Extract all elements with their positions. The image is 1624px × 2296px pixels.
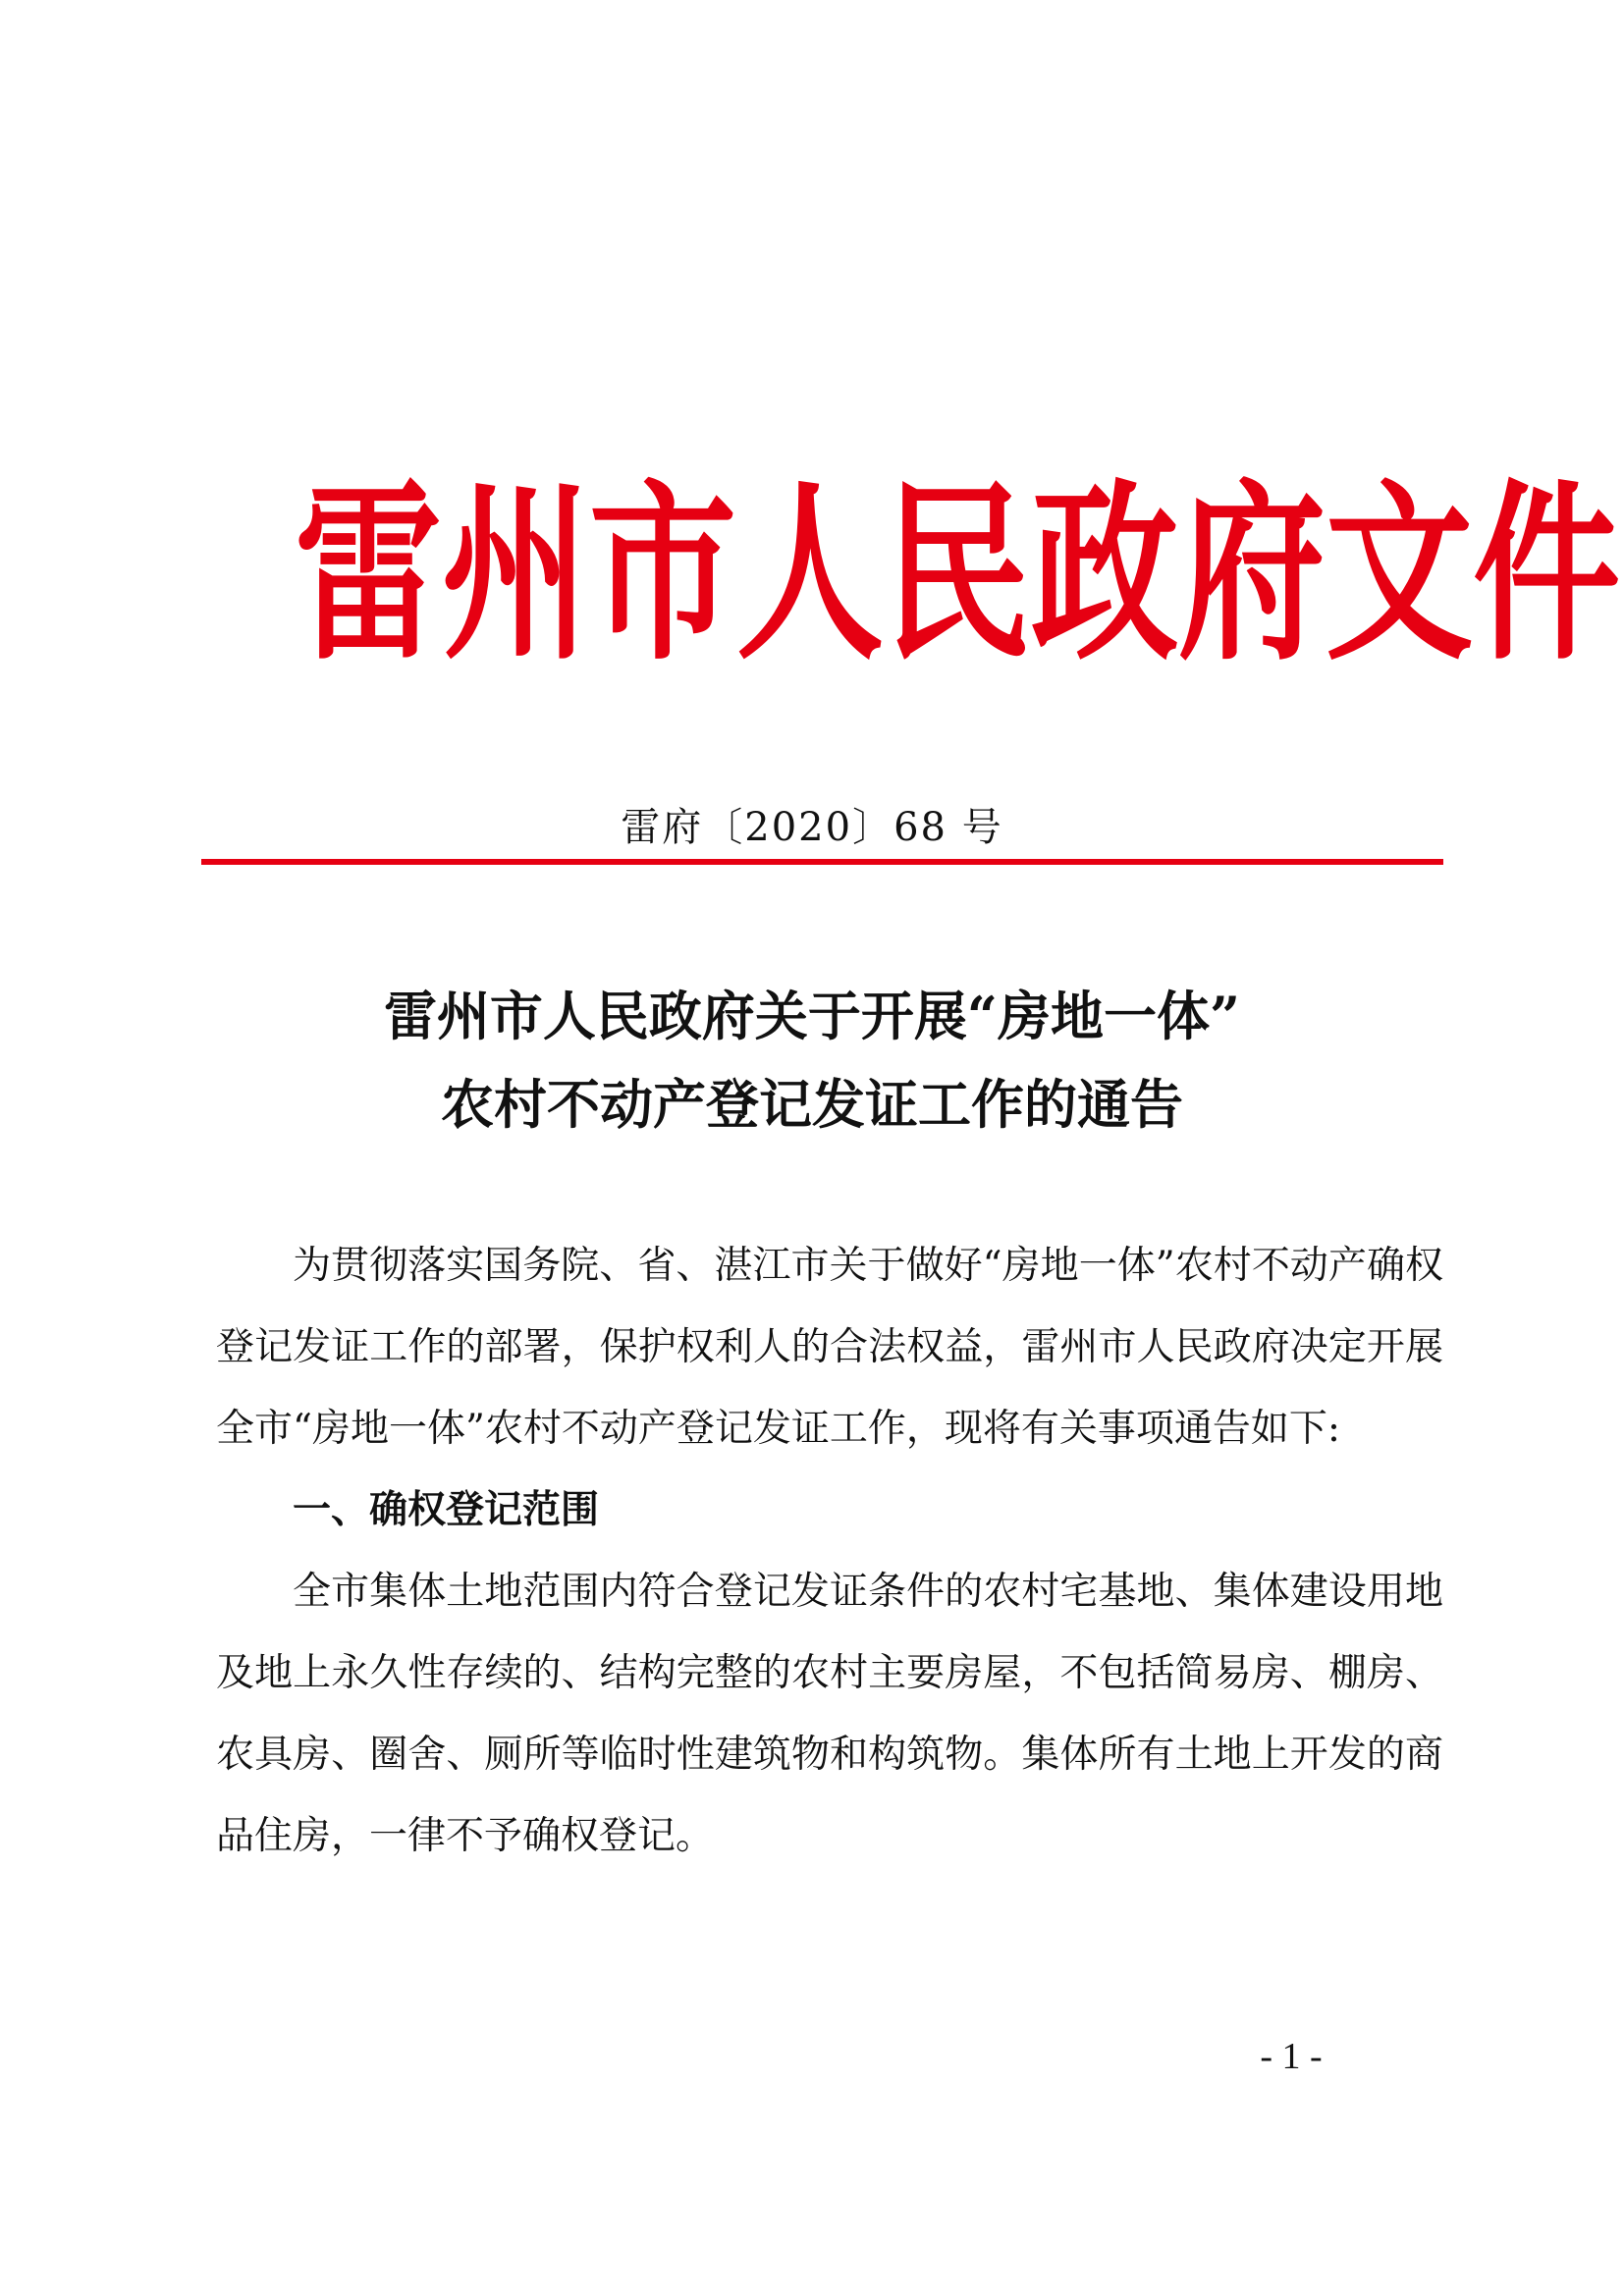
masthead-char: 民 xyxy=(884,461,1032,687)
masthead xyxy=(295,461,1621,687)
red-divider-rule xyxy=(201,859,1443,865)
title-line-2: 农村不动产登记发证工作的通告 xyxy=(441,1073,1183,1136)
document-title xyxy=(0,972,1624,1148)
masthead-char: 府 xyxy=(1178,461,1326,687)
section-heading: 一、确权登记范围 xyxy=(293,1488,600,1532)
section-paragraph: 全市集体土地范围内符合登记发证条件的农村宅基地、集体建设用地及地上永久性存续的、结构完整的农村主要房屋，不包括简易房、棚房、农具房、圈舍、厕所等临时性建筑物和构筑物。集体所有土地上开发的商品住房，一律不予确权登记。 xyxy=(216,1570,1443,1858)
masthead-char: 政 xyxy=(1031,461,1179,687)
masthead-char: 市 xyxy=(589,461,737,687)
title-line-1: 雷州市人民政府关于开展“房地一体” xyxy=(383,985,1241,1047)
masthead-char: 州 xyxy=(442,461,590,687)
document-body xyxy=(216,1225,1443,1877)
masthead-char: 雷 xyxy=(295,461,443,687)
page-number: - 1 - xyxy=(1260,2036,1323,2077)
masthead-char: 件 xyxy=(1473,461,1621,687)
intro-paragraph: 为贯彻落实国务院、省、湛江市关于做好“房地一体”农村不动产确权登记发证工作的部署，保护权利人的合法权益，雷州市人民政府决定开展全市“房地一体”农村不动产登记发证工作，现将有关事项通告如下: xyxy=(216,1244,1443,1451)
masthead-char: 人 xyxy=(736,461,885,687)
masthead-char: 文 xyxy=(1326,461,1474,687)
document-number: 雷府〔2020〕68 号 xyxy=(621,805,1003,850)
